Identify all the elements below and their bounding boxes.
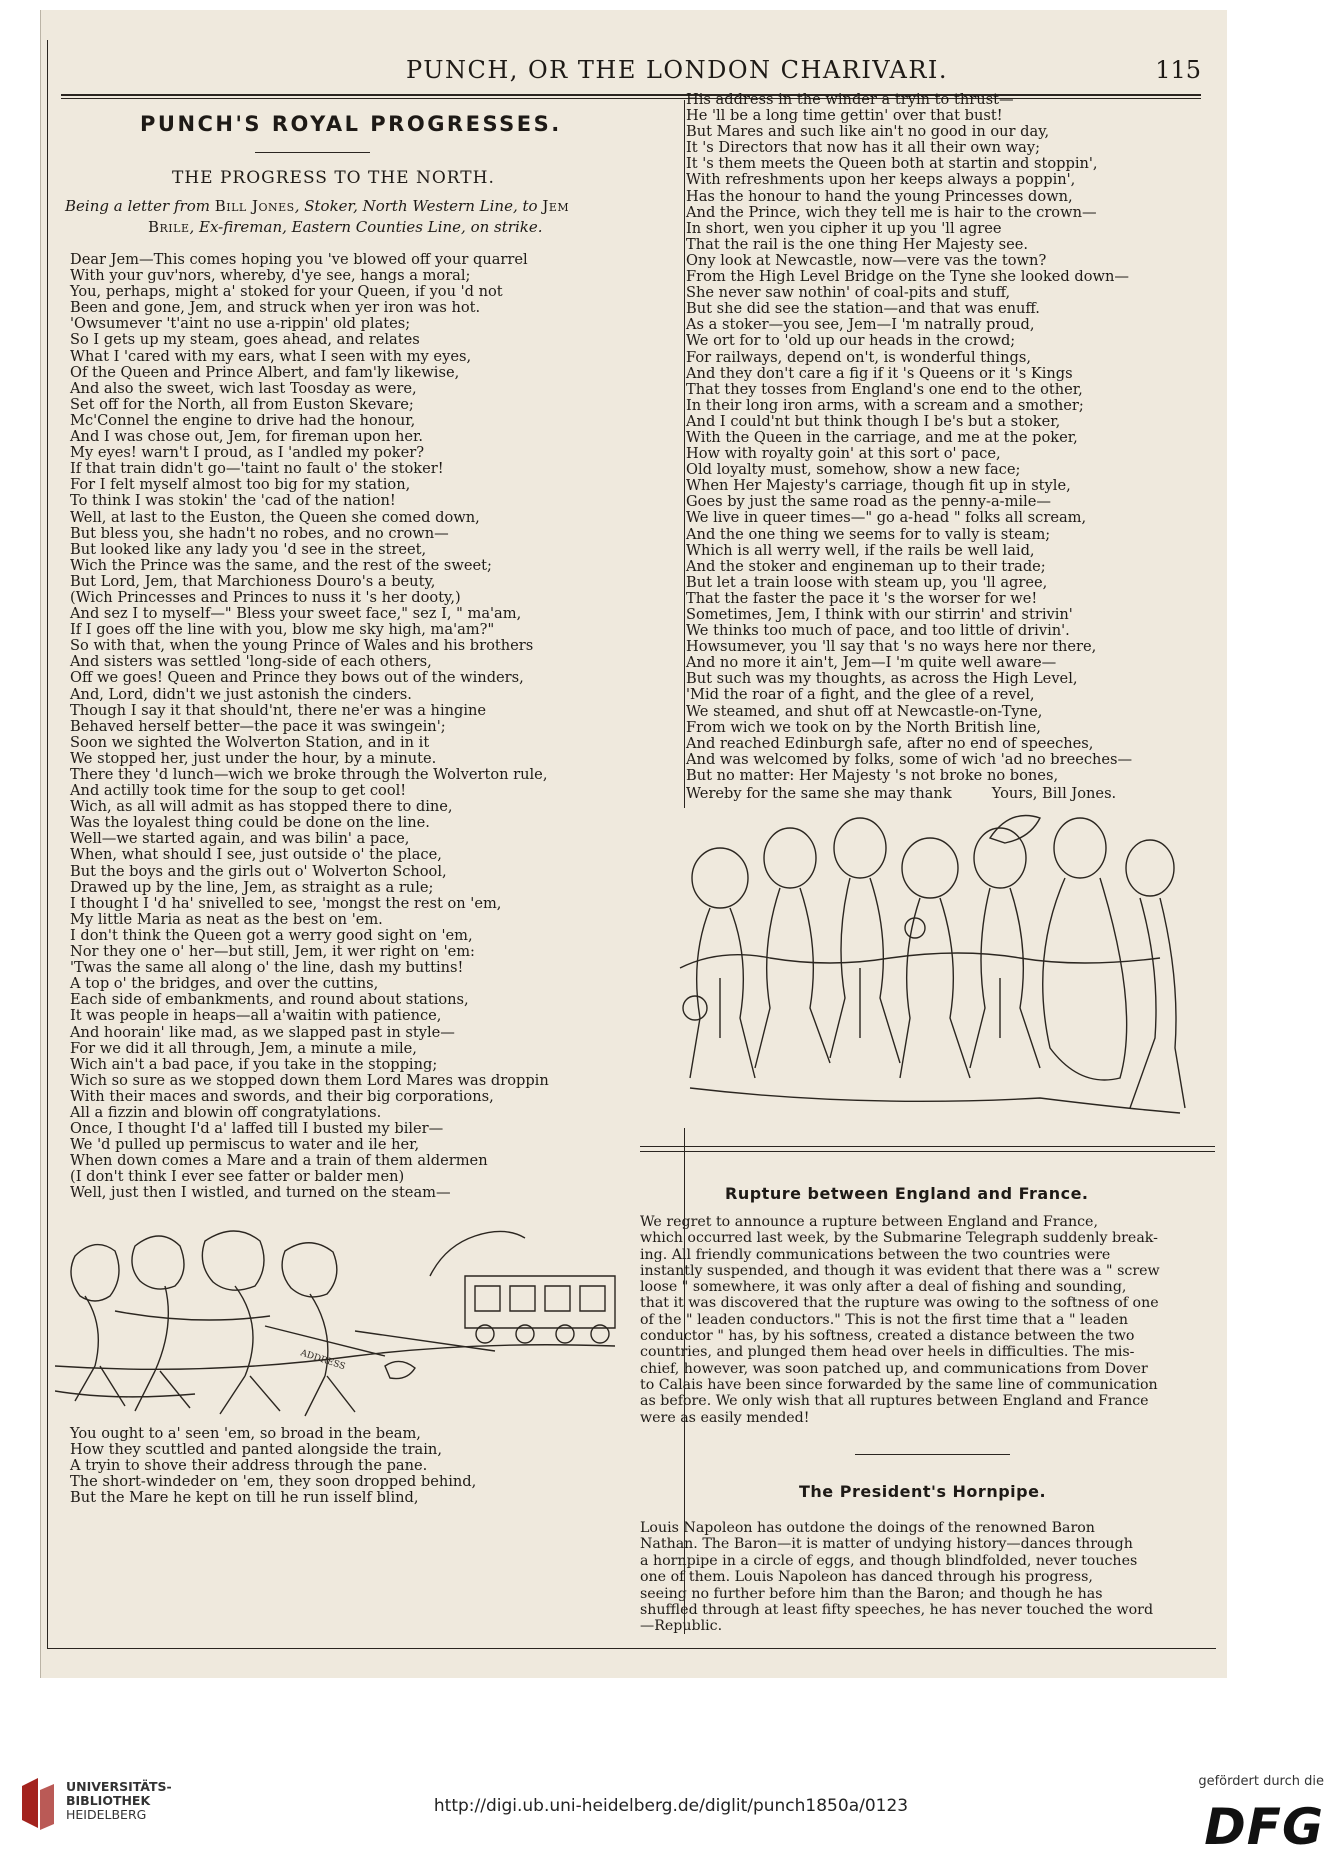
- title-rule: [255, 152, 370, 153]
- poem-line: Been and gone, Jem, and struck when yer iron was hot.: [70, 299, 481, 317]
- poem-line: Howsumever, you 'll say that 's no ways here nor there,: [686, 638, 1097, 656]
- prose-line: ing. All friendly communications between the two countries were: [640, 1246, 1111, 1263]
- poem-line: When down comes a Mare and a train of them aldermen: [70, 1152, 488, 1170]
- poem-line: So with that, when the young Prince of Wales and his brothers: [70, 637, 534, 655]
- poem-line: With the Queen in the carriage, and me at the poker,: [686, 428, 1078, 446]
- poem-line: Sometimes, Jem, I think with our stirrin' and strivin': [686, 606, 1073, 623]
- illustration-aldermen-chasing-train: [55, 1216, 625, 1422]
- poem-line: The short-windeder on 'em, they soon dropped behind,: [70, 1473, 477, 1491]
- section-rule-thin: [640, 1151, 1215, 1152]
- poem-line: A tryin to shove their address through the pane.: [70, 1457, 428, 1475]
- poem-line: For we did it all through, Jem, a minute a mile,: [70, 1039, 417, 1057]
- poem-line: There they 'd lunch—wich we broke through the Wolverton rule,: [70, 766, 548, 783]
- prose-line: to Calais have been since forwarded by the same line of communication: [640, 1376, 1158, 1393]
- poem-line: 'Mid the roar of a fight, and the glee of a revel,: [686, 686, 1035, 704]
- poem-line: And the stoker and engineman up to their trade;: [686, 557, 1046, 575]
- poem-line: But such was my thoughts, as across the High Level,: [686, 670, 1078, 688]
- university-library-name: UNIVERSITÄTS- BIBLIOTHEK HEIDELBERG: [66, 1779, 172, 1822]
- prose-line: —Republic.: [640, 1618, 723, 1635]
- poem-line: (Wich Princesses and Princes to nuss it 's her dooty,): [70, 588, 461, 606]
- poem-line: And no more it ain't, Jem—I 'm quite well aware—: [686, 654, 1057, 672]
- poem-line: And, Lord, didn't we just astonish the cinders.: [70, 685, 412, 703]
- poem-line: Set off for the North, all from Euston Skevare;: [70, 395, 414, 413]
- poem-line: And actilly took time for the soup to get cool!: [70, 782, 407, 800]
- poem-line: To think I was stokin' the 'cad of the nation!: [70, 492, 396, 510]
- article-3-title: The President's Hornpipe.: [799, 1482, 1047, 1501]
- poem-line: And reached Edinburgh safe, after no end of speeches,: [686, 734, 1094, 752]
- poem-line: But Mares and such like ain't no good in our day,: [686, 123, 1050, 141]
- poem-line: Off we goes! Queen and Prince they bows out of the winders,: [70, 669, 524, 687]
- poem-line: With refreshments upon her keeps always a poppin',: [686, 171, 1076, 189]
- poem-line: But looked like any lady you 'd see in the street,: [70, 540, 427, 558]
- poem-line: Has the honour to hand the young Princesses down,: [686, 187, 1073, 205]
- poem-line: A top o' the bridges, and over the cuttins,: [70, 975, 379, 993]
- poem-line: Mc'Connel the engine to drive had the honour,: [70, 411, 416, 429]
- poem-line: But the Mare he kept on till he run isself blind,: [70, 1489, 419, 1507]
- poem-line: We ort for to 'old up our heads in the crowd;: [686, 332, 1016, 350]
- article-2-body: [640, 1214, 1160, 1426]
- prose-line: loose " somewhere, it was only after a deal of fishing and sounding,: [640, 1279, 1127, 1296]
- poem-line: How they scuttled and panted alongside the train,: [70, 1441, 442, 1459]
- poem-line: But the boys and the girls out o' Wolverton School,: [70, 862, 447, 880]
- poem-line: My eyes! warn't I proud, as I 'andled my poker?: [70, 444, 425, 462]
- poem-line: And they don't care a fig if it 's Queens or it 's Kings: [686, 364, 1073, 382]
- prose-line: which occurred last week, by the Submarine Telegraph suddenly break-: [640, 1230, 1158, 1247]
- prose-line: Nathan. The Baron—it is matter of undying history—dances through: [640, 1536, 1133, 1553]
- poem-line: It was people in heaps—all a'waitin with patience,: [70, 1007, 442, 1025]
- poem-part-2: [70, 1426, 630, 1506]
- poem-line: For railways, depend on't, is wonderful things,: [686, 348, 1031, 366]
- poem-line: Behaved herself better—the pace it was swingein';: [70, 717, 446, 735]
- poem-line: Wich so sure as we stopped down them Lord Mares was droppin: [70, 1071, 549, 1089]
- prose-line: conductor " has, by his softness, created a distance between the two: [640, 1328, 1135, 1345]
- poem-line: From the High Level Bridge on the Tyne she looked down—: [686, 268, 1130, 286]
- article-2-title: Rupture between England and France.: [725, 1184, 1089, 1203]
- poem-line: From wich we took on by the North British line,: [686, 718, 1041, 736]
- poem-line: In their long iron arms, with a scream and a smother;: [686, 396, 1084, 414]
- article-subtitle: THE PROGRESS TO THE NORTH.: [172, 168, 495, 188]
- poem-line: Which is all werry well, if the rails be well laid,: [686, 541, 1035, 559]
- poem-line: We thinks too much of pace, and too little of drivin'.: [686, 622, 1070, 640]
- poem-line: We live in queer times—" go a-head " folks all scream,: [686, 509, 1087, 527]
- poem-line: Nor they one o' her—but still, Jem, it wer right on 'em:: [70, 943, 475, 961]
- prose-line: We regret to announce a rupture between England and France,: [640, 1214, 1098, 1230]
- funding-caption: gefördert durch die: [1198, 1774, 1324, 1789]
- byline-1: Being a letter from Bill Jones, Stoker, North Western Line, to Jem: [65, 197, 570, 215]
- poem-line: And I could'nt but think though I be's but a stoker,: [686, 412, 1061, 430]
- poem-line: 'Twas the same all along o' the line, dash my buttins!: [70, 959, 464, 977]
- poem-line: Though I say it that should'nt, there ne'er was a hingine: [70, 701, 487, 719]
- poem-line: He 'll be a long time gettin' over that bust!: [686, 107, 1003, 125]
- poem-line: When Her Majesty's carriage, though fit up in style,: [686, 477, 1071, 495]
- address-label: ADDRESS: [299, 1348, 347, 1373]
- poem-line: What I 'cared with my ears, what I seen with my eyes,: [70, 347, 472, 365]
- poem-line: How with royalty goin' at this sort o' pace,: [686, 445, 1001, 463]
- poem-line: We stopped her, just under the hour, by a minute.: [70, 749, 437, 767]
- poem-line: Wich the Prince was the same, and the rest of the sweet;: [70, 556, 492, 574]
- poem-line: For I felt myself almost too big for my station,: [70, 476, 411, 494]
- poem-line: But let a train loose with steam up, you 'll agree,: [686, 573, 1048, 591]
- poem-line: Ony look at Newcastle, now—vere vas the town?: [686, 251, 1047, 269]
- poem-line: Well, just then I wistled, and turned on the steam—: [70, 1184, 451, 1202]
- poem-line: Well—we started again, and was bilin' a pace,: [70, 830, 410, 848]
- poem-line: She never saw nothin' of coal-pits and stuff,: [686, 284, 1011, 302]
- poem-line: Each side of embankments, and round about stations,: [70, 991, 469, 1009]
- illustration-royal-dancers: [660, 808, 1190, 1128]
- article-title: PUNCH'S ROYAL PROGRESSES.: [140, 112, 562, 136]
- poem-line: In short, wen you cipher it up you 'll agree: [686, 219, 1002, 237]
- poem-line: Wich ain't a bad pace, if you take in the stopping;: [70, 1055, 438, 1073]
- poem-line: It 's Directors that now has it all their own way;: [686, 139, 1041, 157]
- poem-line: (I don't think I ever see fatter or balder men): [70, 1168, 405, 1186]
- prose-line: a hornpipe in a circle of eggs, and though blindfolded, never touches: [640, 1552, 1138, 1569]
- poem-line: That the rail is the one thing Her Majesty see.: [686, 235, 1029, 253]
- running-title: PUNCH, OR THE LONDON CHARIVARI.: [406, 56, 949, 84]
- prose-line: instantly suspended, and though it was evident that there was a " screw: [640, 1262, 1160, 1279]
- byline-2: Brile, Ex-fireman, Eastern Counties Line, on strike.: [148, 218, 543, 236]
- prose-line: seeing no further before him than the Baron; and though he has: [640, 1585, 1103, 1602]
- poem-line: And hoorain' like mad, as we slapped past in style—: [70, 1023, 455, 1041]
- poem-line: Was the loyalest thing could be done on the line.: [70, 814, 430, 832]
- poem-part-1: [70, 252, 630, 1202]
- prose-line: shuffled through at least fifty speeches, he has never touched the word: [640, 1602, 1154, 1619]
- poem-line: But she did see the station—and that was enuff.: [686, 300, 1040, 318]
- poem-line: And sez I to myself—" Bless your sweet face," sez I, " ma'am,: [70, 605, 522, 623]
- poem-closing-line: Wereby for the same she may thank Yours, Bill Jones.: [686, 785, 1117, 802]
- poem-line: Drawed up by the line, Jem, as straight as a rule;: [70, 878, 434, 896]
- prose-line: Louis Napoleon has outdone the doings of the renowned Baron: [640, 1520, 1095, 1536]
- poem-line: And the Prince, wich they tell me is hair to the crown—: [686, 203, 1097, 221]
- poem-line: So I gets up my steam, goes ahead, and relates: [70, 331, 420, 349]
- poem-line: But Lord, Jem, that Marchioness Douro's a beuty,: [70, 572, 436, 590]
- prose-line: of the " leaden conductors." This is not the first time that a " leaden: [640, 1311, 1128, 1328]
- poem-line: And sisters was settled 'long-side of each others,: [70, 653, 432, 671]
- prose-line: were as easily mended!: [640, 1409, 810, 1426]
- prose-line: one of them. Louis Napoleon has danced through his progress,: [640, 1569, 1093, 1586]
- poem-line: Once, I thought I'd a' laffed till I busted my biler—: [70, 1120, 444, 1138]
- poem-line: My little Maria as neat as the best on 'em.: [70, 910, 383, 928]
- poem-line: Goes by just the same road as the penny-a-mile—: [686, 493, 1051, 511]
- poem-line: I thought I 'd ha' snivelled to see, 'mongst the rest on 'em,: [70, 894, 502, 912]
- poem-part-3: [686, 92, 1206, 784]
- permalink-url[interactable]: http://digi.ub.uni-heidelberg.de/diglit/punch1850a/0123: [433, 1796, 909, 1816]
- poem-line: I don't think the Queen got a werry good sight on 'em,: [70, 926, 473, 944]
- poem-line: But bless you, she hadn't no robes, and no crown—: [70, 524, 449, 542]
- poem-line: With their maces and swords, and their big corporations,: [70, 1087, 494, 1105]
- prose-line: that it was discovered that the rupture was owing to the softness of one: [640, 1295, 1159, 1312]
- poem-line: We 'd pulled up permiscus to water and ile her,: [70, 1136, 420, 1154]
- poem-line: And I was chose out, Jem, for fireman upon her.: [70, 428, 424, 446]
- prose-line: countries, and plunged them head over heels in difficulties. The mis-: [640, 1344, 1135, 1361]
- poem-line: It 's them meets the Queen both at startin and stoppin',: [686, 155, 1098, 173]
- prose-line: as before. We only wish that all ruptures between England and France: [640, 1393, 1149, 1410]
- poem-line: With your guv'nors, whereby, d'ye see, hangs a moral;: [70, 267, 471, 285]
- page-header: [61, 56, 1201, 90]
- prose-line: chief, however, was soon patched up, and communications from Dover: [640, 1360, 1148, 1377]
- poem-line: Soon we sighted the Wolverton Station, and in it: [70, 733, 430, 751]
- poem-line: If that train didn't go—'taint no fault o' the stoker!: [70, 460, 444, 478]
- dfg-logo: DFG: [1204, 1798, 1324, 1856]
- poem-line: Well, at last to the Euston, the Queen she comed down,: [70, 508, 480, 526]
- poem-line: And the one thing we seems for to vally is steam;: [686, 525, 1051, 543]
- poem-line: Wich, as all will admit as has stopped there to dine,: [70, 798, 453, 816]
- poem-line: Dear Jem—This comes hoping you 've blowed off your quarrel: [70, 251, 528, 268]
- poem-line: 'Owsumever 't'aint no use a-rippin' old plates;: [70, 315, 411, 333]
- poem-line: As a stoker—you see, Jem—I 'm natrally proud,: [686, 316, 1035, 334]
- poem-line: But no matter: Her Majesty 's not broke no bones,: [686, 766, 1059, 784]
- poem-line: When, what should I see, just outside o' the place,: [70, 846, 442, 864]
- poem-line: And was welcomed by folks, some of wich 'ad no breeches—: [686, 750, 1133, 768]
- page-number: 115: [1155, 56, 1201, 84]
- poem-line: That the faster the pace it 's the worser for we!: [686, 589, 1038, 607]
- poem-line: All a fizzin and blowin off congratylations.: [70, 1103, 382, 1121]
- poem-line: If I goes off the line with you, blow me sky high, ma'am?": [70, 621, 495, 639]
- poem-line: His address in the winder a tryin to thrust—: [686, 91, 1014, 108]
- article-rule: [855, 1454, 1010, 1455]
- article-3-body: [640, 1520, 1160, 1635]
- poem-line: We steamed, and shut off at Newcastle-on-Tyne,: [686, 702, 1043, 720]
- poem-line: That they tosses from England's one end to the other,: [686, 380, 1083, 398]
- poem-line: You, perhaps, might a' stoked for your Queen, if you 'd not: [70, 283, 503, 301]
- poem-line: Old loyalty must, somehow, show a new face;: [686, 461, 1021, 479]
- section-rule: [640, 1146, 1215, 1147]
- poem-line: You ought to a' seen 'em, so broad in the beam,: [70, 1425, 421, 1442]
- poem-line: And also the sweet, wich last Toosday as were,: [70, 379, 417, 397]
- viewer-footer: [0, 1760, 1342, 1864]
- poem-line: Of the Queen and Prince Albert, and fam'ly likewise,: [70, 363, 460, 381]
